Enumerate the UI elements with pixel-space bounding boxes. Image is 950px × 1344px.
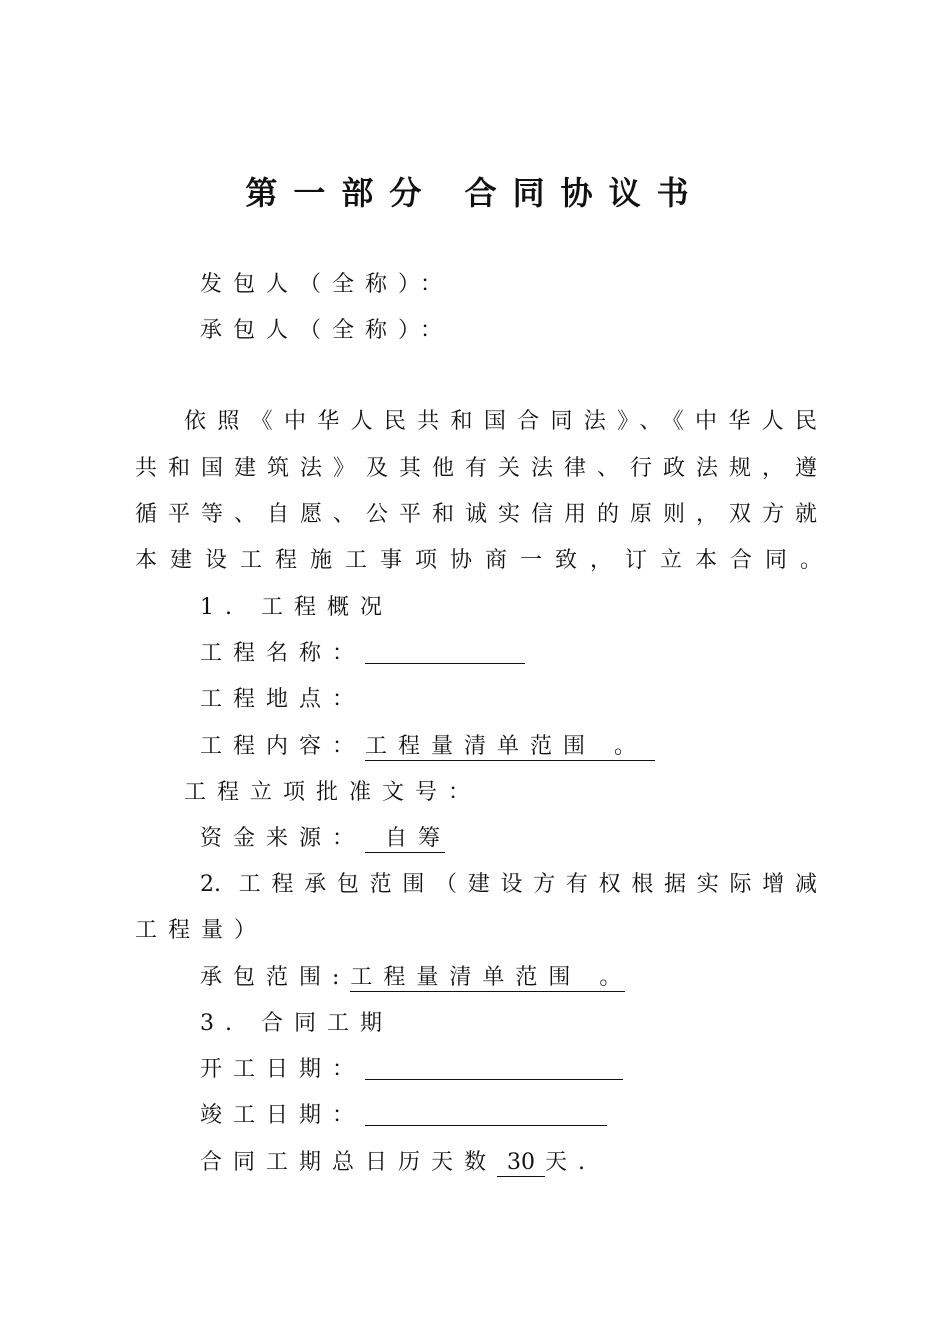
total-days-row (200, 1148, 596, 1178)
start-date-blank[interactable] (365, 1055, 623, 1080)
total-days-value: 30 (497, 1150, 545, 1177)
funding-value: 自筹 (365, 826, 445, 853)
page-title: 第一部分 合同协议书 (245, 174, 705, 212)
funding-row (200, 824, 452, 854)
preamble-line-3: 循平等、自愿、公平和诚实信用的原则，双方就 (135, 502, 817, 527)
employer-label: 发包人（全称）： (200, 272, 454, 297)
completion-date-row (200, 1101, 607, 1131)
section-2-heading-line-2: 工程量） (135, 918, 268, 943)
project-location-label: 工程地点： (200, 687, 366, 712)
section-2-heading-line-1: 2. 工程承包范围（建设方有权根据实际增减 (200, 872, 817, 897)
total-days-label: 合同工期总日历天数 (200, 1150, 498, 1175)
scope-value: 工程量清单范围 。 (350, 965, 633, 990)
preamble-line-1: 依照《中华人民共和国合同法》、《中华人民 (184, 409, 817, 434)
scope-row (200, 963, 633, 993)
preamble-line-4: 本建设工程施工事项协商一致，订立本合同。 (135, 548, 836, 573)
preamble-line-2: 共和国建筑法》及其他有关法律、行政法规，遵 (135, 456, 817, 481)
scope-label: 承包范围: (200, 965, 351, 990)
start-date-label: 开工日期： (200, 1057, 366, 1082)
project-content-value: 工程量清单范围 。 (365, 734, 655, 761)
start-date-row (200, 1055, 623, 1085)
project-content-row (200, 732, 655, 762)
section-3-heading: 3. 合同工期 (200, 1011, 393, 1036)
project-name-blank[interactable] (365, 639, 525, 664)
project-name-label: 工程名称： (200, 641, 366, 666)
completion-date-blank[interactable] (365, 1101, 607, 1126)
funding-label: 资金来源： (200, 826, 366, 851)
contractor-label: 承包人（全称）： (200, 318, 454, 343)
project-name-row (200, 639, 525, 669)
approval-number-label: 工程立项批准文号： (184, 780, 482, 805)
total-days-suffix: 天. (545, 1150, 597, 1175)
completion-date-label: 竣工日期： (200, 1103, 366, 1128)
project-content-label: 工程内容： (200, 734, 366, 759)
section-1-heading: 1. 工程概况 (200, 595, 393, 620)
